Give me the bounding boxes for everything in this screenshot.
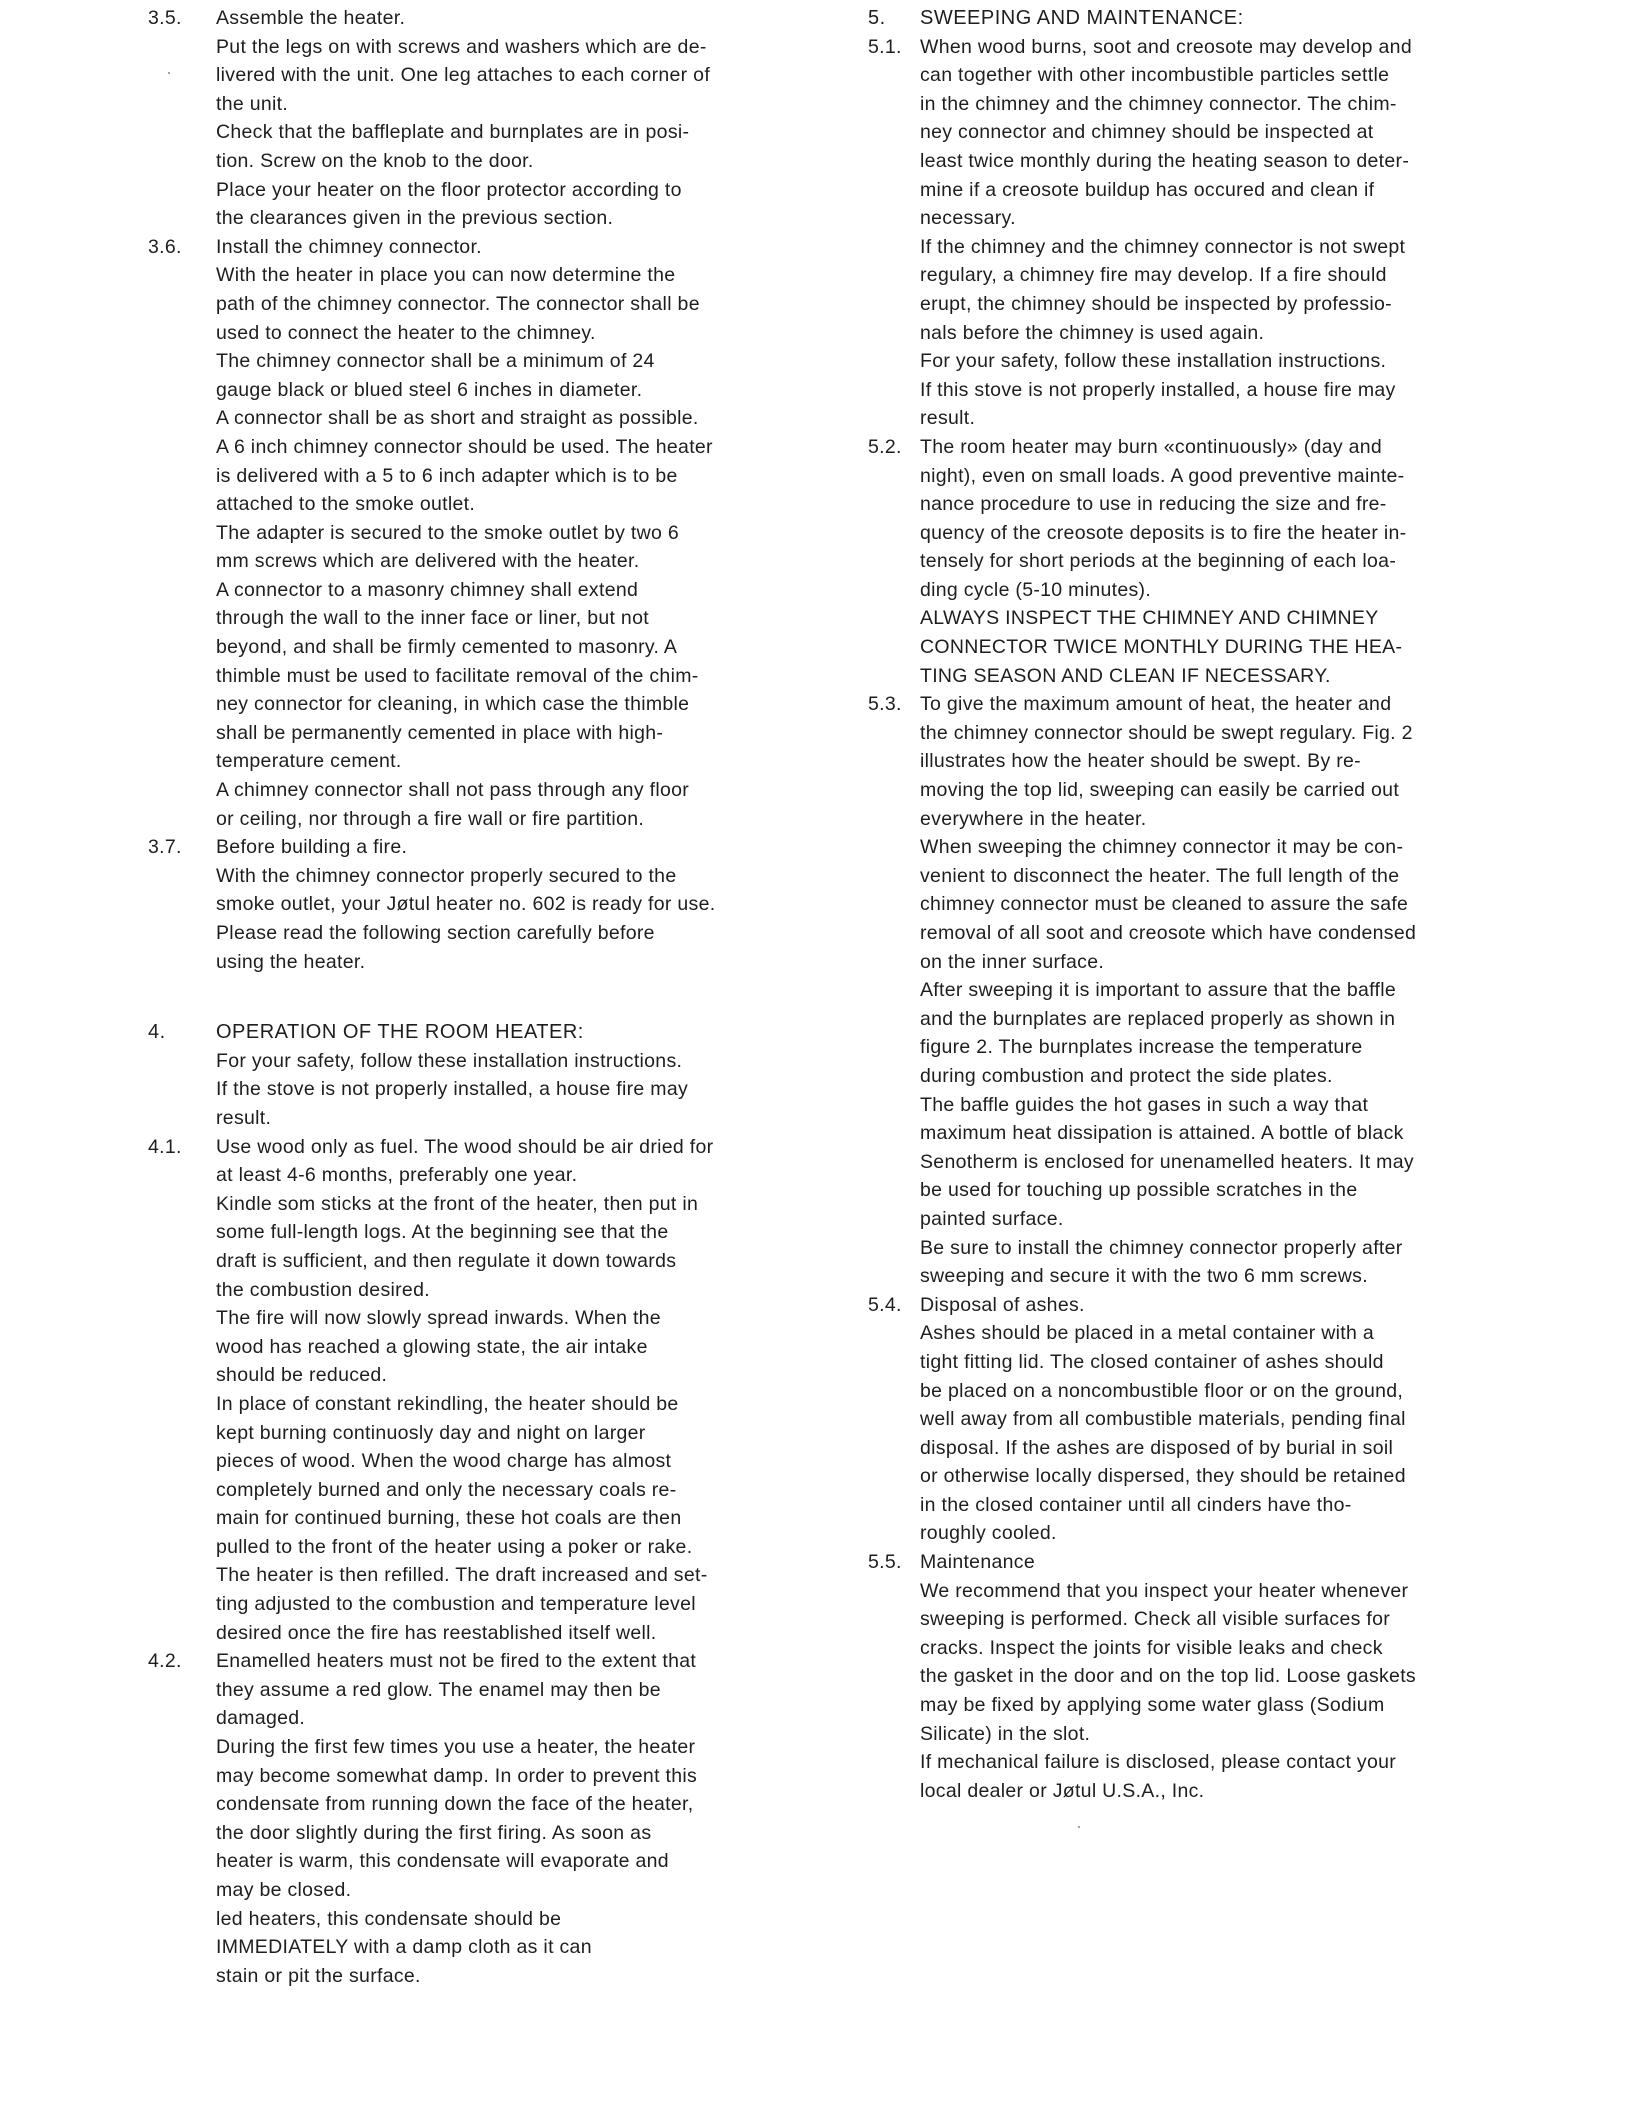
line-text: erupt, the chimney should be inspected by professio-	[920, 292, 1392, 315]
text-line	[868, 433, 1488, 462]
line-text: nals before the chimney is used again.	[920, 321, 1265, 344]
line-text: cracks. Inspect the joints for visible leaks and check	[920, 1636, 1383, 1659]
line-text: removal of all soot and creosote which have condensed	[920, 922, 1417, 944]
line-text: using the heater.	[216, 950, 366, 973]
line-text: Please read the following section carefully before	[216, 922, 655, 944]
line-text: sweeping is performed. Check all visible surfaces for	[920, 1608, 1391, 1631]
text-line	[148, 719, 788, 748]
text-line	[148, 347, 788, 376]
text-line	[868, 519, 1488, 548]
text-line	[148, 776, 788, 805]
line-text: the door slightly during the first firing. As soon as	[216, 1821, 652, 1844]
text-line	[868, 633, 1488, 662]
line-text: Disposal of ashes.	[920, 1293, 1085, 1316]
section-number: 5.4.	[868, 1293, 902, 1316]
text-line	[868, 1348, 1488, 1377]
line-text: in the closed container until all cinders have tho-	[920, 1493, 1352, 1516]
text-line	[868, 690, 1488, 719]
line-text: For your safety, follow these installation instructions.	[920, 350, 1387, 373]
line-text: If the stove is not properly installed, a house fire may	[216, 1078, 689, 1101]
line-text: they assume a red glow. The enamel may then be	[216, 1678, 661, 1701]
text-line	[868, 1434, 1488, 1463]
text-line	[148, 490, 788, 519]
line-text: ALWAYS INSPECT THE CHIMNEY AND CHIMNEY	[920, 607, 1379, 630]
text-line	[868, 1234, 1488, 1263]
text-line	[868, 747, 1488, 776]
section-number: 3.6.	[148, 235, 182, 258]
section-number: 4.	[148, 1021, 166, 1044]
text-line	[868, 1777, 1488, 1806]
line-text: moving the top lid, sweeping can easily be carried out	[920, 779, 1400, 802]
section-number: 4.2.	[148, 1650, 182, 1673]
text-line	[148, 433, 788, 462]
line-text: ting adjusted to the combustion and temperature level	[216, 1593, 696, 1616]
text-line	[148, 1847, 788, 1876]
text-line	[148, 261, 788, 290]
line-text: venient to disconnect the heater. The full length of the	[920, 864, 1400, 887]
line-text: gauge black or blued steel 6 inches in diameter.	[216, 378, 643, 401]
line-text: may be closed.	[216, 1879, 352, 1901]
line-text: SWEEPING AND MAINTENANCE:	[920, 7, 1244, 29]
text-line	[868, 1548, 1488, 1577]
line-text: The chimney connector shall be a minimum of 24	[216, 350, 655, 373]
line-text: With the chimney connector properly secured to the	[216, 864, 677, 887]
text-line	[148, 1247, 788, 1276]
line-text: ney connector for cleaning, in which case the thimble	[216, 693, 690, 716]
line-text: CONNECTOR TWICE MONTHLY DURING THE HEA-	[920, 636, 1403, 659]
line-text: completely burned and only the necessary coals re-	[216, 1478, 677, 1501]
text-line	[148, 319, 788, 348]
line-text: can together with other incombustible particles settle	[920, 64, 1390, 87]
text-line	[868, 147, 1488, 176]
text-line	[868, 490, 1488, 519]
text-line	[148, 662, 788, 691]
line-text: If mechanical failure is disclosed, please contact your	[920, 1751, 1397, 1774]
text-line	[868, 1662, 1488, 1691]
text-line	[868, 1319, 1488, 1348]
line-text: maximum heat dissipation is attained. A bottle of black	[920, 1122, 1404, 1145]
line-text: sweeping and secure it with the two 6 mm screws.	[920, 1265, 1368, 1288]
line-text: may be fixed by applying some water glass (Sodium	[920, 1694, 1385, 1717]
text-line	[868, 576, 1488, 605]
line-text: on the inner surface.	[920, 950, 1105, 973]
section-heading	[868, 4, 1488, 33]
line-text: Install the chimney connector.	[216, 235, 482, 258]
text-line	[868, 61, 1488, 90]
text-line	[148, 1161, 788, 1190]
line-text: quency of the creosote deposits is to fire the heater in-	[920, 521, 1407, 544]
line-text: A connector shall be as short and straight as possible.	[216, 407, 699, 430]
text-line	[148, 1476, 788, 1505]
line-text: thimble must be used to facilitate removal of the chim-	[216, 664, 699, 687]
line-text: mine if a creosote buildup has occured and clean if	[920, 178, 1375, 201]
line-text: at least 4-6 months, preferably one year.	[216, 1164, 578, 1187]
line-text: Silicate) in the slot.	[920, 1722, 1091, 1745]
text-line	[148, 576, 788, 605]
line-text: TING SEASON AND CLEAN IF NECESSARY.	[920, 664, 1331, 687]
line-text: be placed on a noncombustible floor or on the ground,	[920, 1379, 1404, 1402]
text-line	[148, 1647, 788, 1676]
scan-speck	[168, 72, 170, 74]
text-line	[868, 604, 1488, 633]
line-text: heater is warm, this condensate will evaporate and	[216, 1850, 669, 1873]
text-line	[868, 1634, 1488, 1663]
line-text: The adapter is secured to the smoke outlet by two 6	[216, 521, 679, 544]
line-text: and the burnplates are replaced properly as shown in	[920, 1007, 1396, 1030]
text-line	[868, 176, 1488, 205]
text-line	[868, 1577, 1488, 1606]
text-line	[148, 1933, 788, 1962]
text-line	[148, 948, 788, 977]
text-line	[868, 976, 1488, 1005]
line-text: everywhere in the heater.	[920, 807, 1147, 830]
line-text: ding cycle (5-10 minutes).	[920, 578, 1152, 601]
line-text: result.	[920, 407, 976, 430]
text-line	[148, 1619, 788, 1648]
line-text: necessary.	[920, 207, 1016, 230]
line-text: Assemble the heater.	[216, 7, 406, 29]
text-line	[148, 1590, 788, 1619]
text-line	[868, 890, 1488, 919]
text-line	[868, 90, 1488, 119]
text-line	[148, 890, 788, 919]
text-line	[148, 547, 788, 576]
line-text: Be sure to install the chimney connector properly after	[920, 1236, 1403, 1259]
text-line	[868, 1148, 1488, 1177]
text-line	[148, 1304, 788, 1333]
text-line	[868, 233, 1488, 262]
line-text: wood has reached a glowing state, the air intake	[216, 1335, 648, 1358]
text-line	[868, 204, 1488, 233]
section-number: 3.7.	[148, 836, 182, 859]
left-column	[148, 4, 788, 1990]
text-line	[148, 1447, 788, 1476]
line-text: chimney connector must be cleaned to assure the safe	[920, 893, 1409, 916]
text-line	[148, 462, 788, 491]
line-text: Maintenance	[920, 1551, 1035, 1574]
text-line	[148, 1561, 788, 1590]
line-text: Place your heater on the floor protector according to	[216, 178, 682, 201]
text-line	[868, 719, 1488, 748]
line-text: OPERATION OF THE ROOM HEATER:	[216, 1021, 584, 1044]
line-text: may become somewhat damp. In order to prevent this	[216, 1764, 698, 1787]
line-text: main for continued burning, these hot coals are then	[216, 1507, 682, 1530]
text-line	[868, 1033, 1488, 1062]
line-text: nance procedure to use in reducing the size and fre-	[920, 493, 1387, 516]
line-text: For your safety, follow these installation instructions.	[216, 1049, 683, 1072]
text-line	[148, 1733, 788, 1762]
line-text: Senotherm is enclosed for unenamelled heaters. It may	[920, 1150, 1414, 1173]
text-line	[148, 290, 788, 319]
line-text: the chimney connector should be swept regulary. Fig. 2	[920, 721, 1413, 744]
section-number: 5.2.	[868, 435, 902, 458]
line-text: Use wood only as fuel. The wood should be air dried for	[216, 1135, 714, 1158]
text-line	[148, 404, 788, 433]
line-text: With the heater in place you can now determine the	[216, 264, 676, 287]
text-line	[868, 1720, 1488, 1749]
line-text: To give the maximum amount of heat, the heater and	[920, 693, 1392, 716]
text-line	[148, 633, 788, 662]
text-line	[148, 1876, 788, 1905]
text-line	[868, 347, 1488, 376]
text-line	[868, 805, 1488, 834]
text-line	[868, 1176, 1488, 1205]
line-text: the gasket in the door and on the top lid. Loose gaskets	[920, 1665, 1416, 1688]
line-text: least twice monthly during the heating season to deter-	[920, 149, 1410, 172]
text-line	[148, 33, 788, 62]
text-line	[148, 90, 788, 119]
text-line	[148, 61, 788, 90]
text-line	[868, 1491, 1488, 1520]
line-text: When wood burns, soot and creosote may develop and	[920, 35, 1412, 58]
line-text: tight fitting lid. The closed container of ashes should	[920, 1350, 1384, 1373]
text-line	[868, 1691, 1488, 1720]
text-line	[148, 1218, 788, 1247]
line-text: should be reduced.	[216, 1364, 388, 1387]
line-text: Enamelled heaters must not be fired to the extent that	[216, 1650, 697, 1673]
line-text: The room heater may burn «continuously» (day and	[920, 435, 1383, 458]
line-text: condensate from running down the face of the heater,	[216, 1793, 694, 1816]
text-line	[868, 948, 1488, 977]
section-number: 4.1.	[148, 1135, 182, 1158]
text-line	[148, 4, 788, 33]
section-heading	[148, 1018, 788, 1047]
text-line	[148, 118, 788, 147]
line-text: the unit.	[216, 92, 289, 115]
line-text: After sweeping it is important to assure that the baffle	[920, 979, 1397, 1002]
text-line	[148, 1704, 788, 1733]
line-text: be used for touching up possible scratches in the	[920, 1179, 1358, 1202]
line-text: during combustion and protect the side plates.	[920, 1064, 1333, 1087]
line-text: Kindle som sticks at the front of the heater, then put in	[216, 1192, 699, 1215]
line-text: through the wall to the inner face or liner, but not	[216, 607, 649, 630]
line-text: the combustion desired.	[216, 1278, 430, 1301]
text-line	[148, 1790, 788, 1819]
line-text: the clearances given in the previous section.	[216, 207, 614, 230]
text-line	[868, 290, 1488, 319]
text-line	[868, 118, 1488, 147]
section-number: 3.5.	[148, 7, 182, 29]
text-line	[868, 776, 1488, 805]
text-line	[148, 690, 788, 719]
line-text: A connector to a masonry chimney shall extend	[216, 578, 639, 601]
text-line	[868, 1377, 1488, 1406]
text-line	[868, 376, 1488, 405]
text-line	[148, 1276, 788, 1305]
text-line	[148, 233, 788, 262]
text-line	[148, 1133, 788, 1162]
line-text: stain or pit the surface.	[216, 1964, 421, 1987]
text-line	[868, 1605, 1488, 1634]
right-column	[868, 4, 1488, 1805]
text-line	[868, 404, 1488, 433]
line-text: In place of constant rekindling, the heater should be	[216, 1392, 679, 1415]
text-line	[148, 1676, 788, 1705]
text-line	[148, 1962, 788, 1991]
line-text: led heaters, this condensate should be	[216, 1907, 562, 1930]
line-text: During the first few times you use a heater, the heater	[216, 1736, 696, 1759]
text-line	[148, 1504, 788, 1533]
text-line	[868, 1005, 1488, 1034]
line-text: A 6 inch chimney connector should be used. The heater	[216, 435, 713, 458]
text-line	[148, 1533, 788, 1562]
text-line	[868, 1748, 1488, 1777]
line-text: shall be permanently cemented in place with high-	[216, 721, 664, 744]
line-text: painted surface.	[920, 1207, 1064, 1230]
line-text: roughly cooled.	[920, 1522, 1057, 1545]
text-line	[148, 176, 788, 205]
text-line	[868, 319, 1488, 348]
line-text: tion. Screw on the knob to the door.	[216, 149, 534, 172]
line-text: When sweeping the chimney connector it may be con-	[920, 836, 1404, 859]
text-line	[868, 1405, 1488, 1434]
text-line	[148, 1104, 788, 1133]
section-number: 5.5.	[868, 1551, 902, 1574]
line-text: smoke outlet, your Jøtul heater no. 602 is ready for use.	[216, 893, 716, 916]
text-line	[868, 261, 1488, 290]
text-line	[868, 1062, 1488, 1091]
text-line	[148, 147, 788, 176]
line-text: regulary, a chimney fire may develop. If a fire should	[920, 264, 1387, 287]
text-line	[148, 376, 788, 405]
line-text: or otherwise locally dispersed, they should be retained	[920, 1465, 1406, 1488]
line-text: local dealer or Jøtul U.S.A., Inc.	[920, 1779, 1205, 1802]
scan-speck	[1078, 1826, 1080, 1828]
line-text: temperature cement.	[216, 750, 402, 773]
line-text: Ashes should be placed in a metal container with a	[920, 1322, 1375, 1345]
line-text: in the chimney and the chimney connector. The chim-	[920, 92, 1397, 115]
line-text: If this stove is not properly installed, a house fire may	[920, 378, 1396, 401]
line-text: The heater is then refilled. The draft increased and set-	[216, 1564, 708, 1587]
line-text: damaged.	[216, 1707, 306, 1730]
text-line	[868, 1519, 1488, 1548]
line-text: Before building a fire.	[216, 836, 408, 859]
line-text: We recommend that you inspect your heater whenever	[920, 1579, 1409, 1602]
text-line	[868, 862, 1488, 891]
line-text: ney connector and chimney should be inspected at	[920, 121, 1374, 144]
section-number: 5.1.	[868, 35, 902, 58]
text-line	[868, 1205, 1488, 1234]
section-number: 5.	[868, 7, 886, 29]
line-text: night), even on small loads. A good preventive mainte-	[920, 464, 1405, 487]
line-text: Check that the baffleplate and burnplates are in posi-	[216, 121, 690, 144]
line-text: IMMEDIATELY with a damp cloth as it can	[216, 1936, 592, 1959]
line-text: Put the legs on with screws and washers which are de-	[216, 35, 707, 58]
line-text: livered with the unit. One leg attaches to each corner of	[216, 64, 711, 87]
text-line	[868, 1091, 1488, 1120]
line-text: attached to the smoke outlet.	[216, 493, 476, 516]
line-text: pieces of wood. When the wood charge has almost	[216, 1450, 672, 1473]
text-line	[148, 204, 788, 233]
line-text: illustrates how the heater should be swept. By re-	[920, 750, 1361, 773]
line-text: result.	[216, 1106, 272, 1129]
text-line	[148, 862, 788, 891]
line-text: The baffle guides the hot gases in such a way that	[920, 1093, 1369, 1116]
line-text: path of the chimney connector. The connector shall be	[216, 292, 700, 315]
line-text: some full-length logs. At the beginning see that the	[216, 1221, 669, 1244]
text-line	[148, 1190, 788, 1219]
text-line	[868, 833, 1488, 862]
text-line	[148, 519, 788, 548]
line-text: figure 2. The burnplates increase the temperature	[920, 1036, 1363, 1059]
paragraph-gap	[148, 976, 788, 1018]
text-line	[868, 1462, 1488, 1491]
line-text: tensely for short periods at the beginning of each loa-	[920, 550, 1397, 573]
line-text: If the chimney and the chimney connector is not swept	[920, 235, 1406, 258]
line-text: mm screws which are delivered with the heater.	[216, 550, 640, 573]
section-number: 5.3.	[868, 693, 902, 716]
line-text: or ceiling, nor through a fire wall or fire partition.	[216, 807, 645, 830]
text-line	[868, 547, 1488, 576]
text-line	[148, 747, 788, 776]
text-line	[868, 1291, 1488, 1320]
line-text: disposal. If the ashes are disposed of by burial in soil	[920, 1436, 1394, 1459]
line-text: kept burning continuosly day and night on larger	[216, 1421, 646, 1444]
text-line	[148, 1390, 788, 1419]
text-line	[148, 833, 788, 862]
text-line	[148, 1075, 788, 1104]
text-line	[148, 1361, 788, 1390]
text-line	[148, 1047, 788, 1076]
text-line	[868, 33, 1488, 62]
line-text: is delivered with a 5 to 6 inch adapter which is to be	[216, 464, 678, 487]
line-text: used to connect the heater to the chimney.	[216, 321, 596, 344]
text-line	[148, 805, 788, 834]
text-line	[868, 662, 1488, 691]
text-line	[148, 1333, 788, 1362]
text-line	[868, 1119, 1488, 1148]
line-text: pulled to the front of the heater using a poker or rake.	[216, 1535, 693, 1558]
line-text: A chimney connector shall not pass through any floor	[216, 779, 690, 802]
text-line	[148, 1762, 788, 1791]
line-text: beyond, and shall be firmly cemented to masonry. A	[216, 636, 678, 659]
text-line	[148, 604, 788, 633]
text-line	[148, 1819, 788, 1848]
text-line	[868, 462, 1488, 491]
line-text: draft is sufficient, and then regulate it down towards	[216, 1249, 677, 1272]
line-text: well away from all combustible materials, pending final	[920, 1408, 1406, 1431]
text-line	[868, 919, 1488, 948]
text-line	[148, 1905, 788, 1934]
line-text: The fire will now slowly spread inwards. When the	[216, 1307, 661, 1330]
line-text: desired once the fire has reestablished itself well.	[216, 1621, 657, 1644]
text-line	[148, 919, 788, 948]
text-line	[148, 1419, 788, 1448]
text-line	[868, 1262, 1488, 1291]
